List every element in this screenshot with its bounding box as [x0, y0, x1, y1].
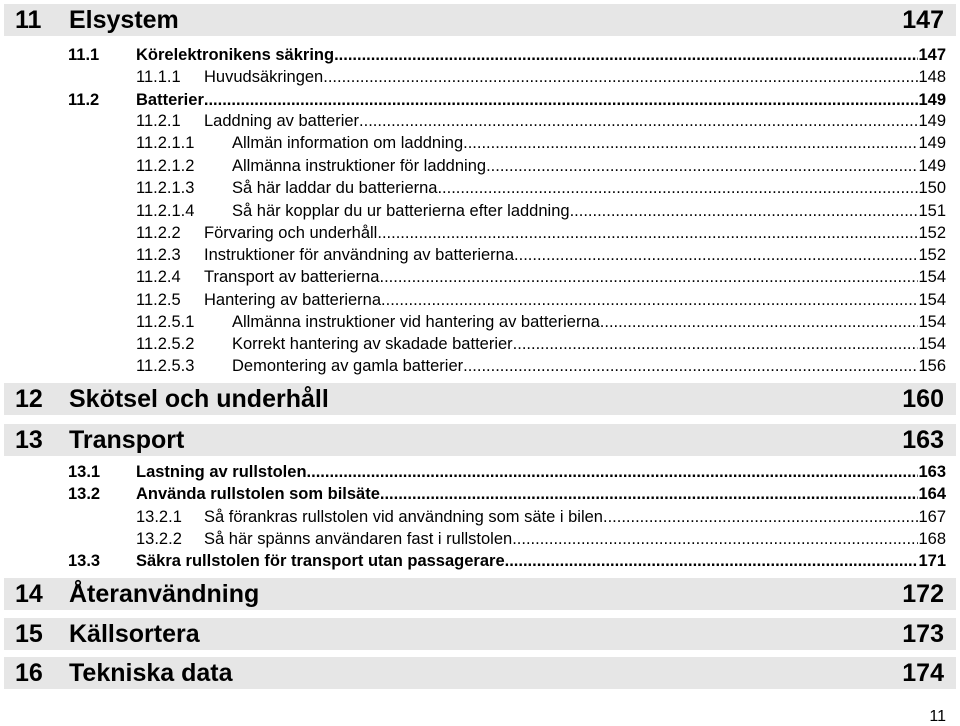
dot-leader: [570, 200, 919, 222]
entry-page: 154: [918, 335, 946, 353]
chapter-number: 14: [15, 580, 43, 608]
toc-entry[interactable]: [136, 200, 946, 222]
dot-leader: [323, 66, 918, 88]
entry-number: 11.2.3: [136, 246, 181, 264]
dot-leader: [379, 266, 918, 288]
chapter-title: Återanvändning: [69, 580, 260, 608]
entry-title: Så här laddar du batterierna: [232, 179, 438, 197]
toc-entry[interactable]: [136, 132, 946, 154]
entry-page: 148: [918, 68, 946, 86]
toc-entry[interactable]: [68, 550, 946, 572]
entry-title: Säkra rullstolen för transport utan passagerare: [136, 552, 505, 570]
entry-title: Allmän information om laddning: [232, 134, 464, 152]
entry-page: 152: [918, 224, 946, 242]
chapter-page: 160: [902, 385, 944, 413]
entry-page: 156: [918, 357, 946, 375]
toc-entry[interactable]: [136, 177, 946, 199]
chapter-page: 173: [902, 620, 944, 648]
entry-page: 154: [918, 268, 946, 286]
entry-page: 167: [918, 508, 946, 526]
entry-number: 11.2.5: [136, 291, 181, 309]
entry-number: 13.2.2: [136, 530, 182, 548]
entry-title: Körelektronikens säkring: [136, 46, 335, 64]
entry-page: 149: [918, 134, 946, 152]
entry-page: 149: [918, 91, 946, 109]
dot-leader: [463, 132, 918, 154]
entry-number: 13.3: [68, 552, 101, 570]
entry-number: 13.2.1: [136, 508, 182, 526]
entry-number: 11.2.5.1: [136, 313, 195, 331]
dot-leader: [307, 461, 919, 483]
entry-number: 11.2.5.3: [136, 357, 195, 375]
chapter-page: 147: [902, 6, 944, 34]
toc-entry[interactable]: [136, 110, 946, 132]
entry-page: 147: [918, 46, 946, 64]
chapter-title: Skötsel och underhåll: [69, 385, 329, 413]
entry-title: Laddning av batterier: [204, 112, 360, 130]
entry-title: Lastning av rullstolen: [136, 463, 307, 481]
entry-number: 11.2.1.2: [136, 157, 195, 175]
dot-leader: [486, 155, 918, 177]
dot-leader: [512, 528, 918, 550]
chapter-title: Tekniska data: [69, 659, 233, 687]
chapter-title: Transport: [69, 426, 185, 454]
toc-entry[interactable]: [136, 333, 946, 355]
chapter-number: 16: [15, 659, 43, 687]
dot-leader: [377, 222, 918, 244]
toc-entry[interactable]: [136, 266, 946, 288]
entry-title: Allmänna instruktioner vid hantering av batterierna: [232, 313, 600, 331]
chapter-heading[interactable]: [4, 618, 956, 650]
entry-title: Använda rullstolen som bilsäte: [136, 485, 380, 503]
dot-leader: [334, 44, 918, 66]
entry-page: 154: [918, 291, 946, 309]
entry-page: 154: [918, 313, 946, 331]
entry-title: Huvudsäkringen: [204, 68, 324, 86]
chapter-heading[interactable]: [4, 578, 956, 610]
chapter-number: 13: [15, 426, 43, 454]
toc-entry[interactable]: [68, 483, 946, 505]
dot-leader: [505, 550, 919, 572]
toc-entry[interactable]: [68, 89, 946, 111]
entry-number: 11.2.1.3: [136, 179, 195, 197]
entry-page: 149: [918, 157, 946, 175]
entry-title: Så här spänns användaren fast i rullstolen: [204, 530, 513, 548]
chapter-heading[interactable]: [4, 424, 956, 456]
entry-title: Så förankras rullstolen vid användning som säte i bilen: [204, 508, 603, 526]
chapter-heading[interactable]: [4, 657, 956, 689]
entry-number: 11.1: [68, 46, 100, 64]
chapter-page: 174: [902, 659, 944, 687]
entry-title: Transport av batterierna: [204, 268, 380, 286]
entry-page: 152: [918, 246, 946, 264]
entry-number: 11.2.2: [136, 224, 181, 242]
dot-leader: [381, 289, 918, 311]
chapter-title: Elsystem: [69, 6, 179, 34]
entry-number: 11.1.1: [136, 68, 181, 86]
entry-title: Korrekt hantering av skadade batterier: [232, 335, 513, 353]
entry-number: 11.2: [68, 91, 100, 109]
entry-title: Batterier: [136, 91, 204, 109]
entry-number: 13.2: [68, 485, 101, 503]
chapter-number: 11: [15, 6, 42, 34]
chapter-heading[interactable]: [4, 383, 956, 415]
toc-entry[interactable]: [136, 244, 946, 266]
entry-title: Instruktioner för användning av batterierna: [204, 246, 515, 264]
entry-page: 168: [918, 530, 946, 548]
toc-entry[interactable]: [136, 355, 946, 377]
toc-entry[interactable]: [68, 461, 946, 483]
chapter-title: Källsortera: [69, 620, 200, 648]
entry-number: 11.2.4: [136, 268, 181, 286]
entry-page: 163: [918, 463, 946, 481]
toc-entry[interactable]: [136, 528, 946, 550]
entry-number: 11.2.1.1: [136, 134, 195, 152]
entry-number: 11.2.1: [136, 112, 181, 130]
dot-leader: [463, 355, 918, 377]
chapter-page: 172: [902, 580, 944, 608]
chapter-number: 15: [15, 620, 43, 648]
toc-entry[interactable]: [136, 66, 946, 88]
entry-title: Hantering av batterierna: [204, 291, 382, 309]
entry-title: Så här kopplar du ur batterierna efter laddning: [232, 202, 570, 220]
entry-page: 171: [918, 552, 946, 570]
entry-page: 151: [918, 202, 946, 220]
entry-number: 11.2.5.2: [136, 335, 195, 353]
dot-leader: [600, 311, 919, 333]
entry-title: Förvaring och underhåll: [204, 224, 378, 242]
entry-number: 13.1: [68, 463, 101, 481]
toc-entry[interactable]: [136, 311, 946, 333]
entry-page: 149: [918, 112, 946, 130]
toc-entry[interactable]: [136, 155, 946, 177]
entry-number: 11.2.1.4: [136, 202, 195, 220]
toc-entry[interactable]: [136, 289, 946, 311]
toc-entry[interactable]: [68, 44, 946, 66]
chapter-number: 12: [15, 385, 43, 413]
dot-leader: [380, 483, 919, 505]
toc-entry[interactable]: [136, 222, 946, 244]
entry-page: 150: [918, 179, 946, 197]
entry-title: Demontering av gamla batterier: [232, 357, 464, 375]
dot-leader: [359, 110, 918, 132]
dot-leader: [603, 506, 918, 528]
page-number: 11: [929, 708, 946, 725]
dot-leader: [437, 177, 918, 199]
chapter-page: 163: [902, 426, 944, 454]
toc-entry[interactable]: [136, 506, 946, 528]
dot-leader: [204, 89, 919, 111]
chapter-heading[interactable]: [4, 4, 956, 36]
entry-title: Allmänna instruktioner för laddning: [232, 157, 487, 175]
dot-leader: [513, 333, 919, 355]
entry-page: 164: [918, 485, 946, 503]
dot-leader: [514, 244, 918, 266]
